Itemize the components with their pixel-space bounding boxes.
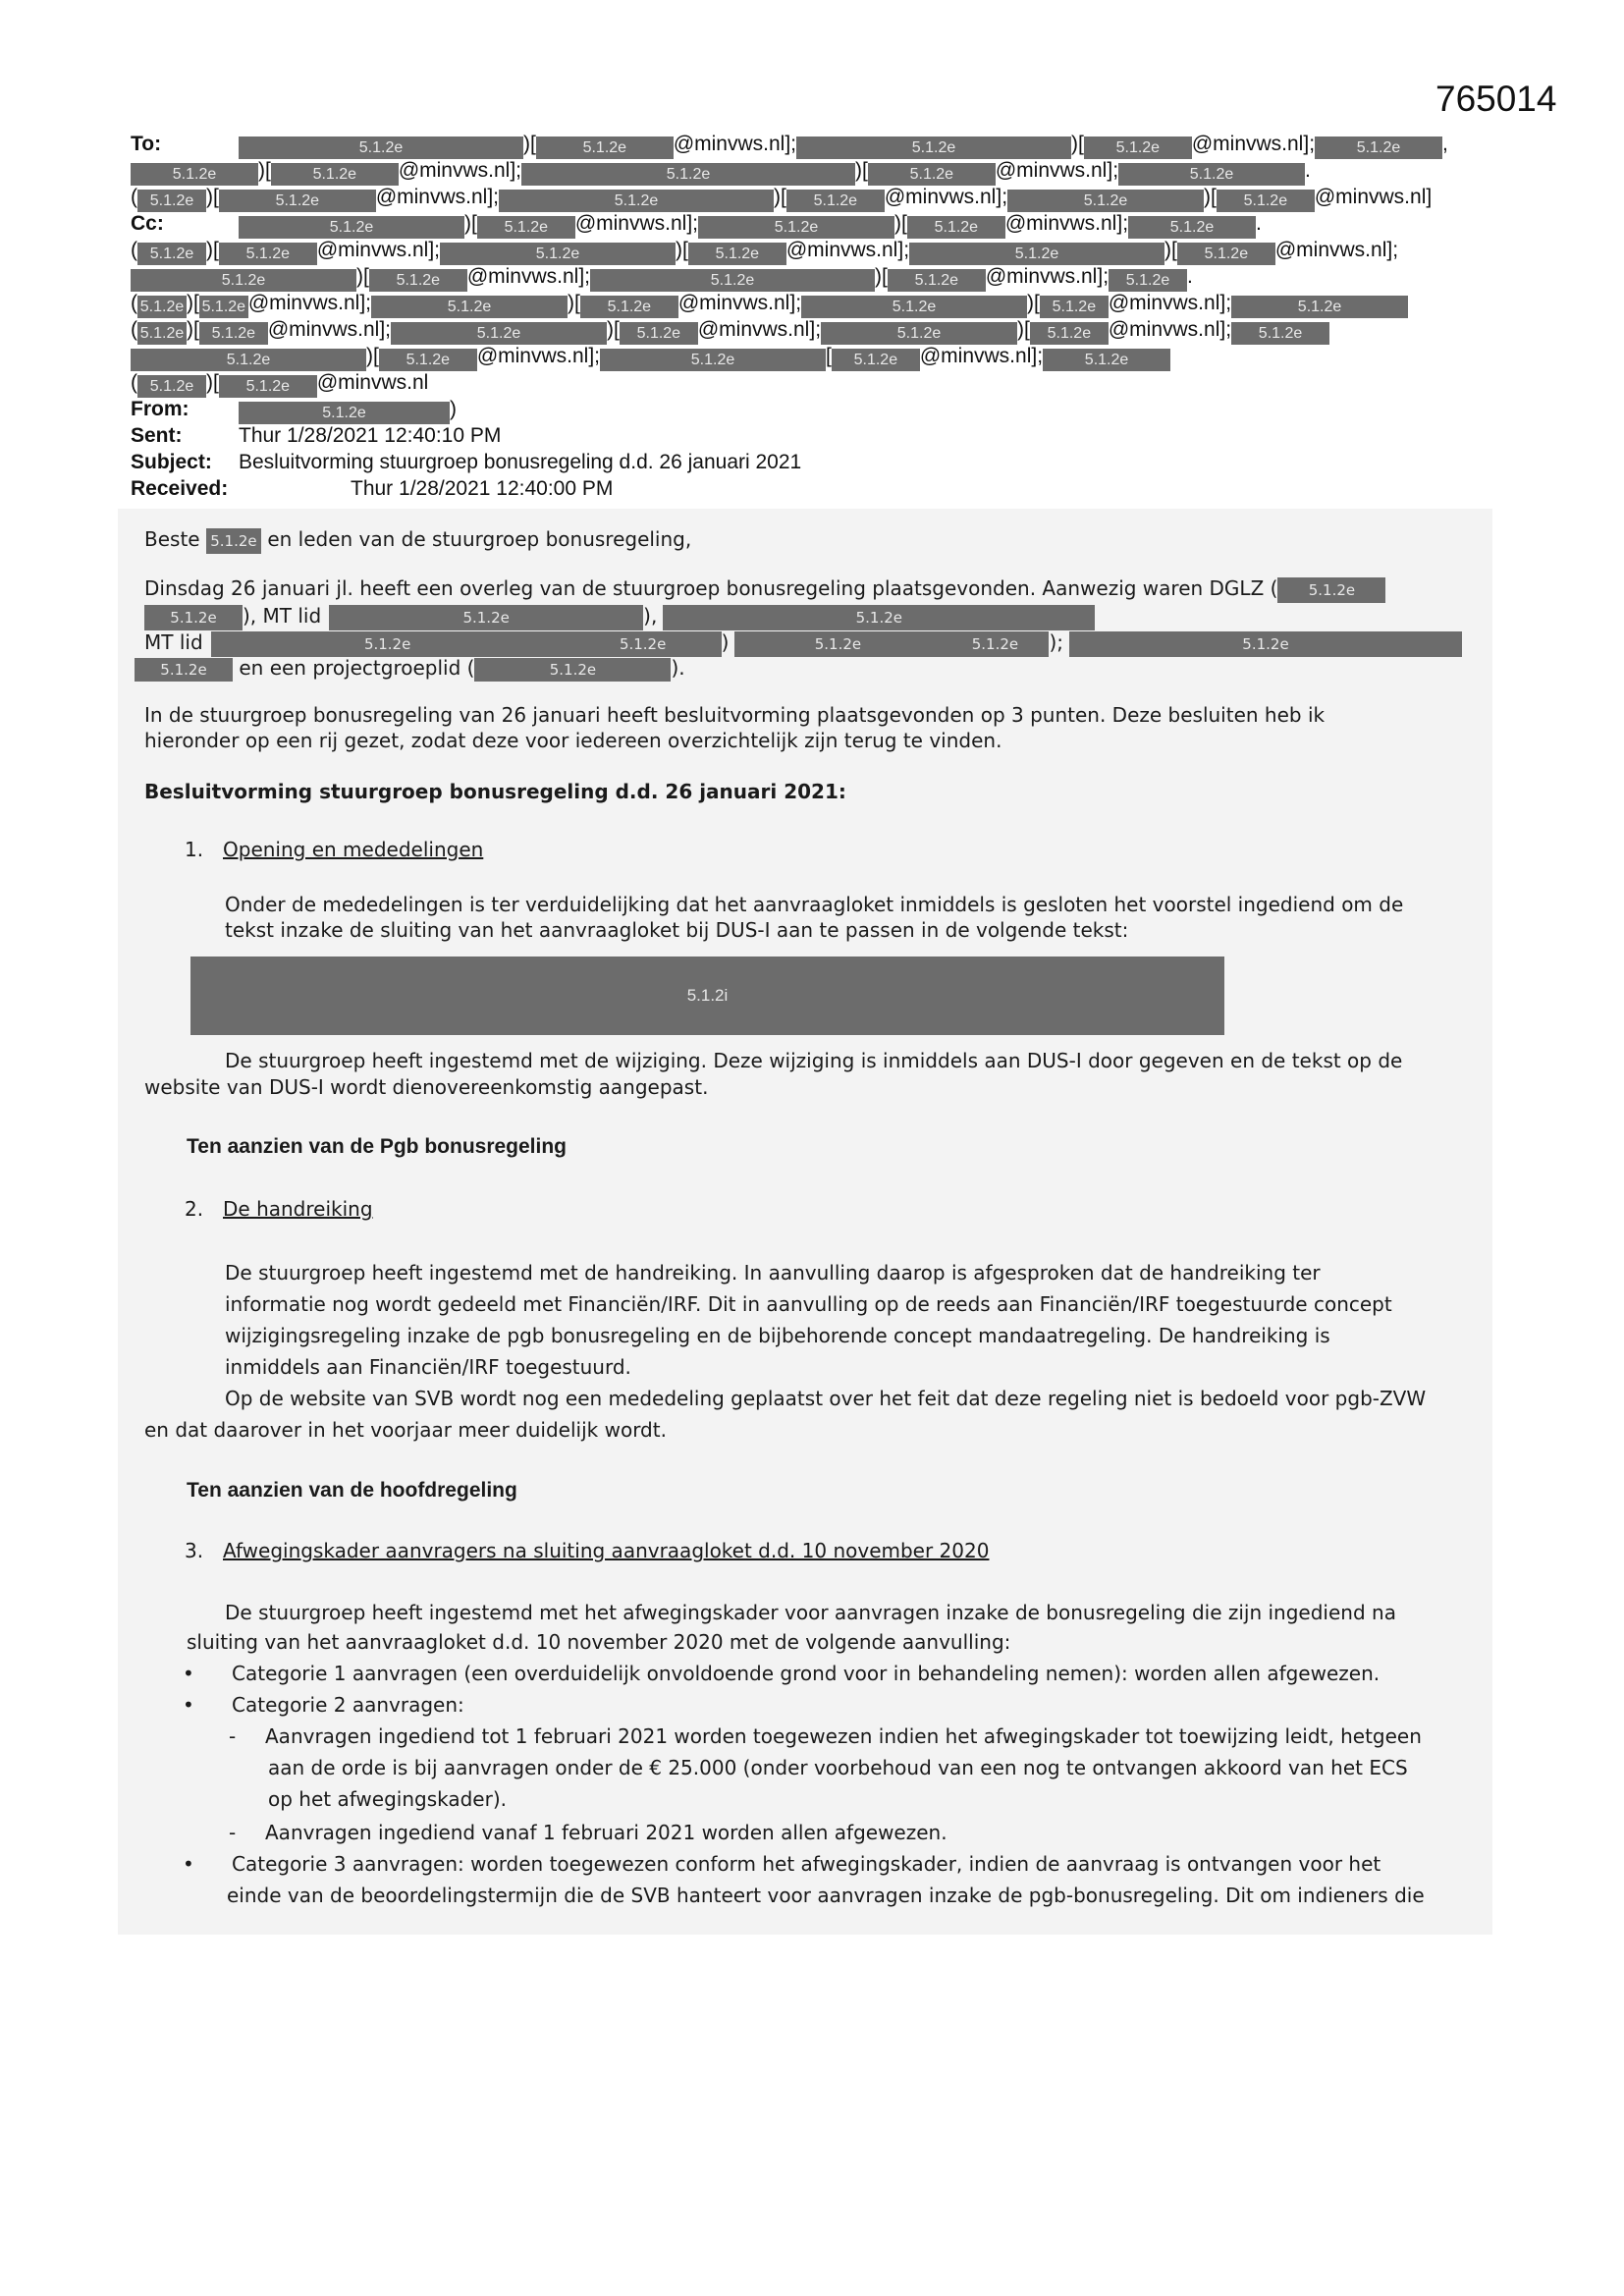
redaction: 5.1.2e <box>688 243 786 265</box>
email-domain: @minvws.nl <box>1004 212 1117 235</box>
paragraph-line: De stuurgroep heeft ingestemd met het afwegingskader voor aanvragen inzake de bonusregeling die zijn ingediend na <box>225 1601 1396 1624</box>
email-domain: @minvws.nl <box>1191 133 1304 155</box>
cc-line: ( 5.1.2e )[ 5.1.2e @minvws.nl]; 5.1.2e )[ 5.1.2e @minvws.nl]; 5.1.2e )[ 5.1.2e @minvws.nl]; 5.1.2e <box>131 316 1329 345</box>
redaction: 5.1.2e <box>1277 577 1385 603</box>
list-item: Categorie 2 aanvragen: <box>232 1693 464 1717</box>
redaction: 5.1.2e <box>1030 322 1109 345</box>
intro-text: MT lid <box>144 630 203 654</box>
intro-line: 5.1.2e ), MT lid 5.1.2e ), 5.1.2e <box>144 600 1095 631</box>
paragraph-line: sluiting van het aanvraagloket d.d. 10 november 2020 met de volgende aanvulling: <box>187 1630 1011 1654</box>
redaction: 5.1.2e <box>199 296 248 318</box>
redaction: 5.1.2e <box>868 163 996 186</box>
section-heading: Ten aanzien van de hoofdregeling <box>187 1479 517 1502</box>
email-domain: @minvws.nl <box>476 345 589 367</box>
redaction: 5.1.2e <box>786 190 885 212</box>
redaction: 5.1.2e <box>271 163 399 186</box>
redaction: 5.1.2e <box>137 322 187 345</box>
intro-text: ), MT lid <box>243 604 322 628</box>
redaction: 5.1.2e <box>1231 322 1329 345</box>
to-label: To: <box>131 133 162 155</box>
bullet-icon: • <box>183 1852 194 1876</box>
redaction: 5.1.2e <box>801 296 1027 318</box>
redaction: 5.1.2e <box>521 163 855 186</box>
list-item: Categorie 1 aanvragen (een overduidelijk onvoldoende grond voor in behandeling nemen): worden allen afgewezen. <box>232 1662 1380 1685</box>
redaction: 5.1.2e <box>379 349 477 371</box>
list-item: Categorie 3 aanvragen: worden toegewezen conform het afwegingskader, indien de aanvraag is ontvangen voor het <box>232 1852 1381 1876</box>
item-title: Opening en mededelingen <box>223 838 484 861</box>
email-domain: @minvws.nl <box>995 159 1108 182</box>
email-domain: @minvws.nl <box>316 371 429 394</box>
redaction: 5.1.2e <box>1040 296 1109 318</box>
dash-icon: - <box>229 1724 237 1748</box>
email-domain: @minvws.nl <box>1314 186 1427 208</box>
sub-list-item: aan de orde is bij aanvragen onder de € 25.000 (onder voorbehoud van een nog te ontvangen akkoord van het ECS <box>268 1756 1408 1779</box>
subject-value: Besluitvorming stuurgroep bonusregeling d.d. 26 januari 2021 <box>239 451 802 473</box>
item-title: Afwegingskader aanvragers na sluiting aanvraagloket d.d. 10 november 2020 <box>223 1539 990 1562</box>
redaction: 5.1.2e <box>206 528 261 554</box>
redaction: 5.1.2e <box>131 163 258 186</box>
redaction: 5.1.2e <box>1217 190 1315 212</box>
redaction: 5.1.2e <box>888 269 986 292</box>
redaction: 5.1.2e <box>580 296 678 318</box>
redaction: 5.1.2e <box>565 631 722 657</box>
email-domain: @minvws.nl <box>316 239 429 261</box>
redaction: 5.1.2e <box>698 216 894 239</box>
greeting <box>144 523 691 555</box>
redaction: 5.1.2e <box>440 243 676 265</box>
redaction: 5.1.2e <box>796 137 1071 159</box>
email-domain: @minvws.nl <box>677 292 790 314</box>
redaction: 5.1.2e <box>1128 216 1256 239</box>
redaction: 5.1.2e <box>211 631 565 657</box>
redaction: 5.1.2e <box>369 269 467 292</box>
email-domain: @minvws.nl <box>574 212 687 235</box>
redaction: 5.1.2e <box>239 216 464 239</box>
email-domain: @minvws.nl <box>697 318 810 341</box>
redaction: 5.1.2e <box>137 375 206 398</box>
redaction: 5.1.2e <box>219 375 317 398</box>
redaction: 5.1.2e <box>219 190 376 212</box>
to-line: ( 5.1.2e )[ 5.1.2e @minvws.nl]; 5.1.2e )[ 5.1.2e @minvws.nl]; 5.1.2e )[ 5.1.2e @minvws.nl] <box>131 184 1432 212</box>
section-title: Besluitvorming stuurgroep bonusregeling d.d. 26 januari 2021: <box>144 780 846 803</box>
sent-line <box>131 422 501 449</box>
intro-line: MT lid 5.1.2e 5.1.2e ) 5.1.2e 5.1.2e ); 5.1.2e <box>144 627 1462 658</box>
redaction: 5.1.2e <box>199 322 268 345</box>
redaction: 5.1.2e <box>620 322 698 345</box>
redaction: 5.1.2e <box>135 658 233 682</box>
paragraph-line: De stuurgroep heeft ingestemd met de wijziging. Deze wijziging is inmiddels aan DUS-I door gegeven en de tekst op de <box>225 1049 1403 1072</box>
redaction: 5.1.2e <box>941 631 1049 657</box>
greeting-text: Beste <box>144 527 200 551</box>
paragraph-line: Onder de mededelingen is ter verduidelijking dat het aanvraagloket inmiddels is gesloten het voorstel ingediend om de <box>225 893 1404 916</box>
to-line: 5.1.2e )[ 5.1.2e @minvws.nl]; 5.1.2e )[ 5.1.2e @minvws.nl]; 5.1.2e . <box>131 157 1311 186</box>
redaction: 5.1.2e <box>1109 269 1187 292</box>
redaction: 5.1.2e <box>1069 631 1462 657</box>
email-domain: @minvws.nl <box>267 318 380 341</box>
redaction: 5.1.2e <box>144 605 243 630</box>
redaction: 5.1.2e <box>371 296 568 318</box>
bullet-icon: • <box>183 1693 194 1717</box>
redaction: 5.1.2e <box>1043 349 1170 371</box>
to-line: To: 5.1.2e )[ 5.1.2e @minvws.nl]; 5.1.2e )[ 5.1.2e @minvws.nl]; 5.1.2e , <box>131 131 1448 159</box>
summary-line: In de stuurgroep bonusregeling van 26 januari heeft besluitvorming plaatsgevonden op 3 punten. Deze besluiten heb ik <box>144 703 1326 727</box>
dash-icon: - <box>229 1821 237 1844</box>
email-domain: @minvws.nl <box>919 345 1032 367</box>
paragraph-line: en dat daarover in het voorjaar meer duidelijk wordt. <box>144 1418 667 1442</box>
redaction: 5.1.2e <box>663 605 1095 630</box>
cc-line: ( 5.1.2e )[ 5.1.2e @minvws.nl <box>131 369 428 398</box>
redaction: 5.1.2e <box>1315 137 1442 159</box>
redaction: 5.1.2e <box>909 243 1164 265</box>
email-domain: @minvws.nl <box>884 186 997 208</box>
redaction: 5.1.2e <box>137 190 206 212</box>
sent-label: Sent: <box>131 424 183 447</box>
email-domain: @minvws.nl <box>673 133 785 155</box>
email-domain: @minvws.nl <box>375 186 488 208</box>
redaction: 5.1.2e <box>1231 296 1408 318</box>
redaction: 5.1.2e <box>1007 190 1204 212</box>
email-domain: @minvws.nl <box>985 265 1098 288</box>
redaction: 5.1.2e <box>907 216 1005 239</box>
document-number: 765014 <box>1435 79 1557 119</box>
intro-text: en een projectgroeplid ( <box>239 656 475 680</box>
redaction: 5.1.2e <box>239 137 523 159</box>
cc-line: 5.1.2e )[ 5.1.2e @minvws.nl]; 5.1.2e )[ 5.1.2e @minvws.nl]; 5.1.2e . <box>131 263 1193 292</box>
item-number: 1. <box>185 838 204 861</box>
item-number: 2. <box>185 1197 204 1221</box>
redaction: 5.1.2e <box>734 631 941 657</box>
email-domain: @minvws.nl <box>398 159 511 182</box>
email-domain: @minvws.nl <box>1274 239 1387 261</box>
cc-line: Cc: 5.1.2e )[ 5.1.2e @minvws.nl]; 5.1.2e )[ 5.1.2e @minvws.nl]; 5.1.2e . <box>131 210 1262 239</box>
redaction: 5.1.2e <box>131 349 366 371</box>
item-title: De handreiking <box>223 1197 373 1221</box>
summary-line: hieronder op een rij gezet, zodat deze voor iedereen overzichtelijk zijn terug te vinden. <box>144 729 1002 752</box>
redaction: 5.1.2e <box>239 402 450 424</box>
redaction: 5.1.2e <box>1177 243 1275 265</box>
paragraph-line: informatie nog wordt gedeeld met Financiën/IRF. Dit in aanvulling op de reeds aan Financiën/IRF toegestuurde concept <box>225 1292 1392 1316</box>
subject-label: Subject: <box>131 451 212 473</box>
redaction: 5.1.2e <box>477 216 575 239</box>
paragraph-line: inmiddels aan Financiën/IRF toegestuurd. <box>225 1355 631 1379</box>
redacted-text-block: 5.1.2i <box>190 957 1224 1035</box>
redaction: 5.1.2e <box>600 349 826 371</box>
from-line: From: 5.1.2e ) <box>131 396 457 424</box>
cc-line: ( 5.1.2e )[ 5.1.2e @minvws.nl]; 5.1.2e )[ 5.1.2e @minvws.nl]; 5.1.2e )[ 5.1.2e @minvws.nl]; 5.1.2e <box>131 290 1408 318</box>
paragraph-line: website van DUS-I wordt dienovereenkomstig aangepast. <box>144 1075 709 1099</box>
sub-list-item: Aanvragen ingediend tot 1 februari 2021 worden toegewezen indien het afwegingskader tot toewijzing leidt, hetgeen <box>265 1724 1422 1748</box>
sub-list-item: op het afwegingskader). <box>268 1787 507 1811</box>
subject-line <box>131 449 801 475</box>
received-value: Thur 1/28/2021 12:40:00 PM <box>351 477 614 500</box>
redaction: 5.1.2e <box>1118 163 1305 186</box>
email-domain: @minvws.nl <box>247 292 360 314</box>
redaction: 5.1.2e <box>131 269 356 292</box>
intro-text: ). <box>671 656 685 680</box>
intro-line <box>135 652 685 683</box>
redaction: 5.1.2e <box>474 658 671 682</box>
redaction: 5.1.2e <box>391 322 607 345</box>
paragraph-line: De stuurgroep heeft ingestemd met de handreiking. In aanvulling daarop is afgesproken dat de handreiking ter <box>225 1261 1321 1285</box>
cc-label: Cc: <box>131 212 164 235</box>
item-number: 3. <box>185 1539 204 1562</box>
email-domain: @minvws.nl <box>785 239 898 261</box>
sent-value: Thur 1/28/2021 12:40:10 PM <box>239 424 502 447</box>
received-label: Received: <box>131 477 229 500</box>
redaction: 5.1.2e <box>821 322 1017 345</box>
redaction: 5.1.2e <box>329 605 643 630</box>
cc-line: ( 5.1.2e )[ 5.1.2e @minvws.nl]; 5.1.2e )[ 5.1.2e @minvws.nl]; 5.1.2e )[ 5.1.2e @minvws.nl]; <box>131 237 1398 265</box>
redaction: 5.1.2e <box>590 269 875 292</box>
redaction: 5.1.2e <box>219 243 317 265</box>
list-item: einde van de beoordelingstermijn die de SVB hanteert voor aanvragen inzake de pgb-bonusregeling. Dit om indieners die <box>227 1884 1425 1907</box>
paragraph-line: tekst inzake de sluiting van het aanvraagloket bij DUS-I aan te passen in de volgende tekst: <box>225 918 1129 942</box>
cc-line: 5.1.2e )[ 5.1.2e @minvws.nl]; 5.1.2e [ 5.1.2e @minvws.nl]; 5.1.2e <box>131 343 1170 371</box>
email-domain: @minvws.nl <box>1108 318 1220 341</box>
redaction: 5.1.2e <box>1084 137 1192 159</box>
redaction: 5.1.2e <box>536 137 674 159</box>
section-heading: Ten aanzien van de Pgb bonusregeling <box>187 1135 568 1158</box>
received-line <box>131 475 613 502</box>
redaction: 5.1.2e <box>137 243 206 265</box>
redaction: 5.1.2e <box>137 296 187 318</box>
email-domain: @minvws.nl <box>1108 292 1220 314</box>
redaction: 5.1.2e <box>499 190 774 212</box>
redaction: 5.1.2e <box>832 349 920 371</box>
email-domain: @minvws.nl <box>466 265 579 288</box>
paragraph-line: wijzigingsregeling inzake de pgb bonusregeling en de bijbehorende concept mandaatregeling. De handreiking is <box>225 1324 1330 1347</box>
greeting-text: en leden van de stuurgroep bonusregeling, <box>267 527 692 551</box>
intro-text: Dinsdag 26 januari jl. heeft een overleg van de stuurgroep bonusregeling plaatsgevonden. Aanwezig waren DGLZ ( <box>144 576 1278 600</box>
sub-list-item: Aanvragen ingediend vanaf 1 februari 2021 worden allen afgewezen. <box>265 1821 947 1844</box>
paragraph-line: Op de website van SVB wordt nog een mededeling geplaatst over het feit dat deze regeling niet is bedoeld voor pgb-ZVW <box>225 1387 1427 1410</box>
from-label: From: <box>131 398 189 420</box>
bullet-icon: • <box>183 1662 194 1685</box>
